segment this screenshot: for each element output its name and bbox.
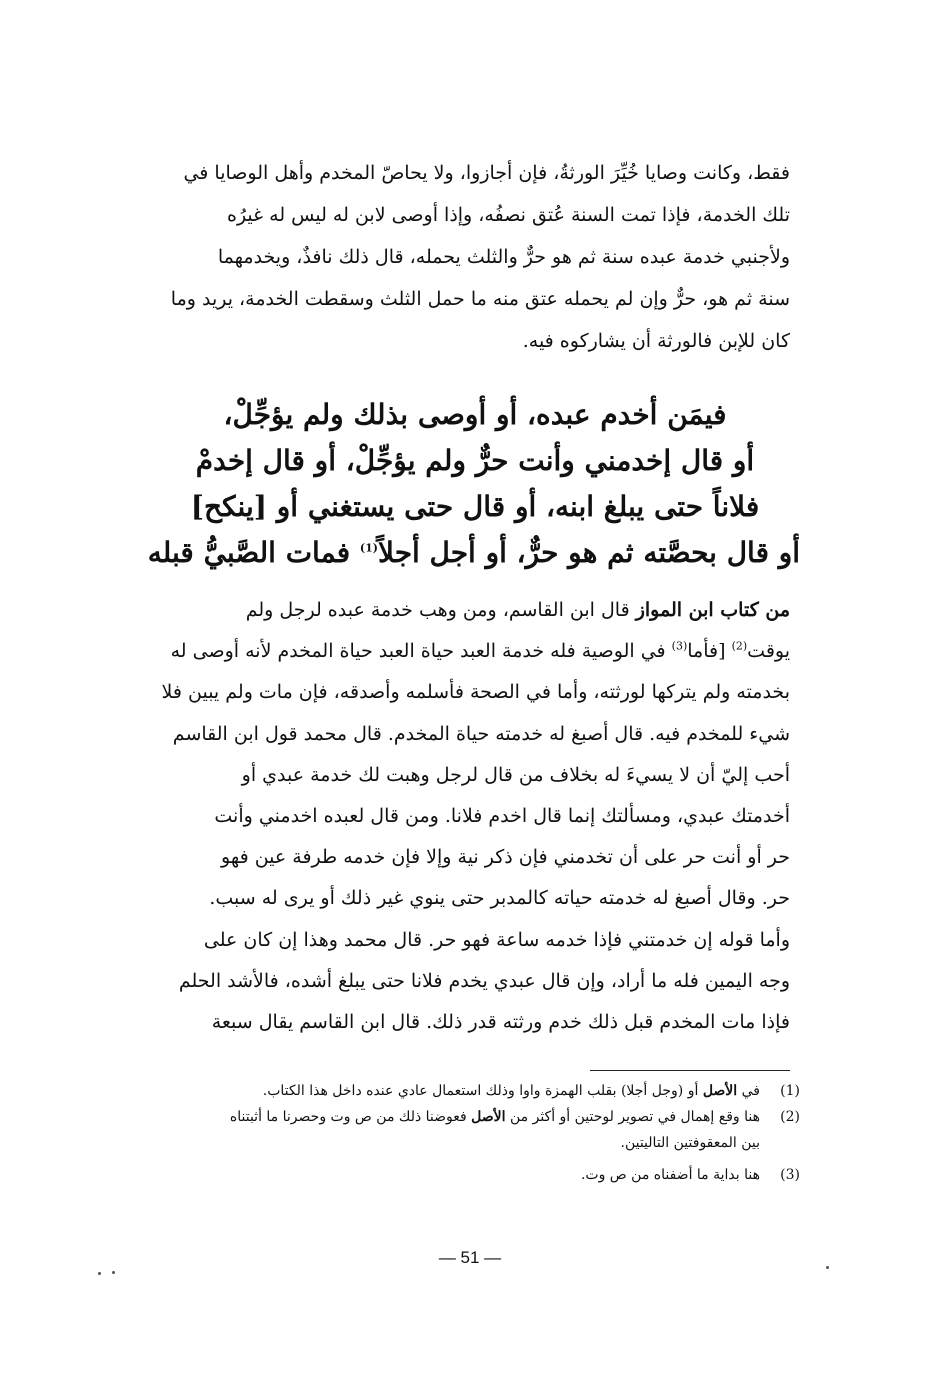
main-line-text: [فأما	[687, 640, 732, 663]
main-line: أخدمتك عبدي، ومسألتك إنما قال اخدم فلانا. ومن قال لعبده اخدمني وأنت	[214, 805, 790, 828]
footnote-number: (1)	[780, 1083, 800, 1099]
footnote-number: (2)	[780, 1109, 800, 1125]
intro-paragraph	[160, 152, 790, 362]
footnote-divider	[590, 1070, 790, 1071]
scan-speck	[826, 1266, 829, 1269]
section-heading	[147, 392, 800, 576]
footnote-number: (3)	[780, 1167, 800, 1183]
footnote	[160, 1162, 800, 1188]
footnote-text-part: بين المعقوفتين التاليتين.	[620, 1135, 760, 1151]
footnote-text	[160, 1078, 760, 1104]
footnote-text-part: هنا وقع إهمال في تصوير لوحتين أو أكثر من	[505, 1109, 760, 1125]
scan-speck	[112, 1271, 115, 1274]
footnote-ref: (1)	[359, 541, 378, 555]
main-line: وأما قوله إن خدمتني فإذا خدمه ساعة فهو حر. قال محمد وهذا إن كان على	[203, 928, 790, 951]
footnote-text	[160, 1162, 760, 1188]
footnote-text	[160, 1104, 760, 1156]
footnote-text-part: فعوضنا ذلك من ص وت وحصرنا ما أثبتناه	[229, 1109, 472, 1125]
scan-speck	[98, 1272, 101, 1275]
heading-line	[147, 530, 800, 576]
footnote-text-part: هنا بداية ما أضفناه من ص وت.	[580, 1167, 760, 1183]
main-line: وجه اليمين فله ما أراد، وإن قال عبدي يخدم فلانا حتى يبلغ أشده، فالأشد الحلم	[178, 969, 790, 992]
heading-line: فيمَن أخدم عبده، أو أوصى بذلك ولم يؤجِّلْ،	[223, 398, 727, 431]
intro-line: فقط، وكانت وصايا خُيِّرَ الورثةُ، فإن أجازوا، ولا يحاصّ المخدم وأهل الوصايا في	[183, 162, 790, 184]
footnote-bold-term: الأصل	[471, 1109, 506, 1125]
main-line	[160, 590, 790, 631]
source-title: من كتاب ابن المواز	[635, 599, 790, 621]
main-line: أحب إليّ أن لا يسيءَ له بخلاف من قال لرجل وهبت لك خدمة عبدي أو	[241, 763, 790, 786]
footnote	[160, 1078, 800, 1104]
main-line: حر. وقال أصبغ له خدمته حياته كالمدبر حتى ينوي غير ذلك أو يرى له سبب.	[209, 887, 790, 910]
footnote	[160, 1104, 800, 1156]
footnote-text-part: في	[737, 1083, 760, 1099]
main-line-text: يوقت	[747, 640, 790, 663]
page-number: — 51 —	[438, 1248, 502, 1267]
footnote-bold-term: الأصل	[702, 1083, 738, 1099]
heading-line-text: أو قال بحصَّته ثم هو حرٌّ، أو أجل أجلاً	[378, 536, 800, 569]
footnotes	[160, 1078, 800, 1188]
footnote-text-part: أو (وجل أجلا) بقلب الهمزة واوا وذلك استعمال عادي عنده داخل هذا الكتاب.	[262, 1083, 703, 1099]
main-line: بخدمته ولم يتركها لورثته، وأما في الصحة فأسلمه وأصدقه، فإن مات ولم يبين فلا	[161, 681, 790, 704]
footnote-ref: (2)	[731, 639, 748, 653]
footnote-ref: (3)	[671, 639, 688, 653]
main-line	[160, 631, 790, 672]
heading-line: فلاناً حتى يبلغ ابنه، أو قال حتى يستغني أو [ينكح]	[190, 490, 760, 523]
main-line: شيء للمخدم فيه. قال أصبغ له خدمته حياة المخدم. قال محمد قول ابن القاسم	[172, 722, 790, 745]
main-line-text: في الوصية فله خدمة العبد حياة العبد حياة المخدم لأنه أوصى له	[170, 640, 672, 663]
intro-line: تلك الخدمة، فإذا تمت السنة عُتق نصفُه، وإذا أوصى لابن له ليس له غيرُه	[226, 204, 790, 226]
main-line: حر أو أنت حر على أن تخدمني فإن ذكر نية وإلا فإن خدمه طرفة عين فهو	[221, 846, 790, 869]
heading-line: أو قال إخدمني وأنت حرٌّ ولم يؤجِّلْ، أو قال إخدمْ	[195, 444, 755, 477]
intro-line: كان للإبن فالورثة أن يشاركوه فيه.	[522, 330, 790, 352]
main-line-text: قال ابن القاسم، ومن وهب خدمة عبده لرجل ولم	[245, 599, 636, 621]
intro-line: ولأجنبي خدمة عبده سنة ثم هو حرٌّ والثلث يحمله، قال ذلك نافذٌ، ويخدمهما	[217, 246, 790, 268]
heading-line-text: فمات الصَّبيُّ قبله	[147, 536, 360, 569]
intro-line: سنة ثم هو، حرٌّ وإن لم يحمله عتق منه ما حمل الثلث وسقطت الخدمة، يريد وما	[170, 288, 790, 310]
main-line: فإذا مات المخدم قبل ذلك خدم ورثته قدر ذلك. قال ابن القاسم يقال سبعة	[211, 1011, 790, 1034]
main-paragraph	[160, 590, 790, 1043]
